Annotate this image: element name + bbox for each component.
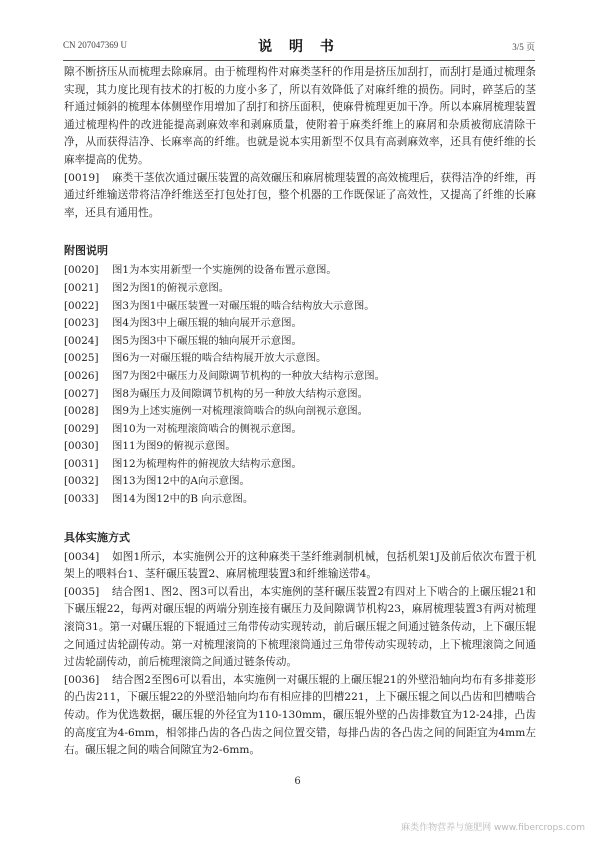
- paragraph-0034: [64, 549, 536, 584]
- paragraph-continued: 隙不断挤压从而梳理去除麻屑。由于梳理构件对麻类茎秆的作用是挤压加刮打，而刮打是通过梳理条实现，其力度比现有技术的打板的力度小多了，所以有效降低了对麻纤维的损伤。同时，碎茎后的茎秆通过倾斜的梳理本体侧壁作用增加了刮打和挤压面积，使麻骨梳理更加干净。所以本麻屑梳理装置通过梳理构件的改进能提高剥麻效率和剥麻质量，使附着于麻类纤维上的麻屑和杂质被彻底清除干净，从而获得洁净、长麻率高的纤维。也就是说本实用新型不仅具有高剥麻效率，还具有使纤维的长麻率提高的优势。: [64, 66, 536, 166]
- page-indicator: 3/5 页: [512, 42, 535, 52]
- figure-description-item: [64, 298, 536, 316]
- figure-description-item: [64, 421, 536, 439]
- figure-description-item: [64, 333, 536, 351]
- paragraph-number: [0019]: [64, 171, 100, 184]
- paragraph-text: 结合图1、图2、图3可以看出，本实施例的茎秆碾压装置2有四对上下啮合的上碾压辊21和下碾压辊22，每两对碾压辊的两端分别连接有碾压力及间隙调节机构23，麻屑梳理装置3有两对梳理滚筒31。第一对碾压辊的下辊通过三角带传动实现转动，前后碾压辊之间通过链条传动，上下碾压辊之间通过齿轮副传动。第一对梳理滚筒的下梳理滚筒通过三角带传动实现转动，上下梳理滚筒之间通过齿轮副传动，前后梳理滚筒之间通过链条传动。: [64, 585, 536, 669]
- paragraph-number: [0022]: [64, 299, 99, 312]
- figure-description-item: [64, 368, 536, 386]
- paragraph-text: 如图1所示，本实施例公开的这种麻类干茎纤维剥制机械，包括机架1J及前后依次布置于机架上的喂料台1、茎秆碾压装置2、麻屑梳理装置3和纤维输送带4。: [64, 550, 536, 581]
- figure-description-text: 图4为图3中上碾压辊的轴向展开示意图。: [112, 317, 302, 330]
- paragraph-number: [0023]: [64, 317, 99, 330]
- paragraph-number: [0024]: [64, 334, 99, 347]
- site-watermark: 麻类作物营养与施肥网 www.fibercrops.com: [401, 823, 585, 833]
- page-number: 6: [294, 776, 301, 787]
- paragraph-number: [0036]: [64, 673, 100, 686]
- publication-number: CN 207047369 U: [63, 40, 128, 50]
- figure-description-text: 图6为一对碾压辊的啮合结构展开放大示意图。: [112, 352, 327, 365]
- figure-description-text: 图1为本实用新型一个实施例的设备布置示意图。: [112, 264, 337, 277]
- figure-description-text: 图13为图12中的A向示意图。: [112, 475, 250, 488]
- paragraph-number: [0029]: [64, 422, 99, 435]
- figure-description-item: [64, 403, 536, 421]
- figure-description-item: [64, 315, 536, 333]
- section-heading-embodiment: 具体实施方式: [64, 530, 130, 544]
- paragraph-number: [0034]: [64, 550, 100, 563]
- figure-list: [64, 262, 536, 508]
- figure-description-item: [64, 280, 536, 298]
- figure-description-text: 图14为图12中的B 向示意图。: [112, 493, 254, 506]
- section-heading-figures: 附图说明: [64, 244, 108, 258]
- figure-description-text: 图7为图2中碾压力及间隙调节机构的一种放大结构示意图。: [112, 369, 385, 382]
- figure-description-text: 图11为图9的俯视示意图。: [112, 440, 236, 453]
- document-body: [64, 64, 536, 760]
- figure-description-item: [64, 438, 536, 456]
- paragraph-0036: [64, 672, 536, 760]
- paragraph-number: [0032]: [64, 475, 99, 488]
- paragraph-0019: [64, 170, 536, 223]
- figure-description-text: 图5为图3中下碾压辊的轴向展开示意图。: [112, 334, 302, 347]
- paragraph-number: [0035]: [64, 585, 100, 598]
- paragraph-number: [0026]: [64, 369, 99, 382]
- paragraph-0035: [64, 584, 536, 672]
- paragraph-number: [0031]: [64, 457, 99, 470]
- header-divider: [63, 60, 535, 61]
- paragraph-number: [0027]: [64, 387, 99, 400]
- page-header: [63, 36, 535, 56]
- paragraph-text: 麻类干茎依次通过碾压装置的高效碾压和麻屑梳理装置的高效梳理后，获得洁净的纤维，再通过纤维输送带将洁净纤维送至打包处打包，整个机器的工作既保证了高效性，又提高了纤维的长麻率，还具有通用性。: [64, 171, 536, 219]
- figure-description-item: [64, 350, 536, 368]
- paragraph-number: [0028]: [64, 405, 99, 418]
- figure-description-text: 图8为碾压力及间隙调节机构的另一种放大结构示意图。: [112, 387, 368, 400]
- paragraph-number: [0020]: [64, 264, 99, 277]
- figure-description-text: 图3为图1中碾压装置一对碾压辊的啮合结构放大示意图。: [112, 299, 375, 312]
- figure-description-text: 图10为一对梳理滚筒啮合的侧视示意图。: [112, 422, 302, 435]
- figure-description-text: 图2为图1的俯视示意图。: [112, 281, 230, 294]
- figure-description-text: 图12为梳理构件的俯视放大结构示意图。: [112, 457, 302, 470]
- paragraph-number: [0025]: [64, 352, 99, 365]
- figure-description-item: [64, 262, 536, 280]
- figure-description-item: [64, 473, 536, 491]
- figure-description-item: [64, 491, 536, 509]
- figure-description-item: [64, 456, 536, 474]
- document-title: 说 明 书: [258, 39, 340, 55]
- figure-description-text: 图9为上述实施例一对梳理滚筒啮合的纵向剖视示意图。: [112, 405, 368, 418]
- paragraph-text: 结合图2至图6可以看出，本实施例一对碾压辊的上碾压辊21的外壁沿轴向均布有多排菱形的凸齿211，下碾压辊22的外壁沿轴向均布有相应排的凹槽221，上下碾压辊之间以凸齿和凹槽啮合传动。作为优选数据，碾压辊的外径宜为110-130mm，碾压辊外壁的凸齿排数宜为12-24排，凸齿的高度宜为4-6mm，相邻排凸齿的各凸齿之间位置交错，每排凸齿的各凸齿之间的间距宜为4mm左右。碾压辊之间的啮合间隙宜为2-6mm。: [64, 673, 536, 757]
- paragraph-number: [0033]: [64, 493, 99, 506]
- paragraph-number: [0021]: [64, 281, 99, 294]
- paragraph-number: [0030]: [64, 440, 99, 453]
- figure-description-item: [64, 386, 536, 404]
